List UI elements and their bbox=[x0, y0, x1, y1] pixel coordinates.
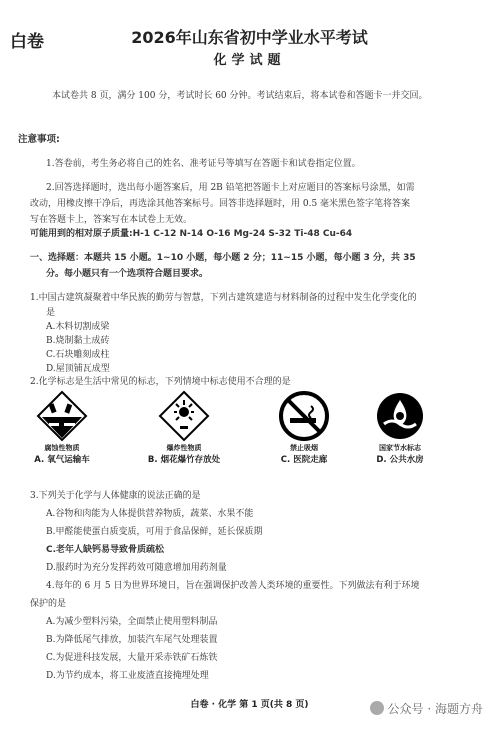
corrosive-icon bbox=[36, 390, 88, 442]
intro-text: 本试卷共 8 页，满分 100 分，考试时长 60 分钟。考试结束后，将本试卷和答题卡一并交回。 bbox=[52, 91, 428, 101]
q1-option-a: A.木料切割成梁 bbox=[46, 322, 110, 332]
q2-option-a bbox=[14, 390, 110, 465]
q2-b-sign-name: 爆炸性物质 bbox=[166, 444, 202, 452]
q1-option-d: D.屋顶铺瓦成型 bbox=[46, 364, 110, 374]
page-footer: 白卷 · 化学 第 1 页(共 8 页) bbox=[190, 700, 309, 710]
q2-option-c bbox=[256, 390, 352, 465]
q2-d-sign-name: 国家节水标志 bbox=[379, 444, 421, 452]
q3-option-d: D.服药时为充分发挥药效可随意增加用药剂量 bbox=[46, 563, 227, 573]
no-smoking-icon bbox=[278, 390, 330, 442]
q3-option-b: B.甲醛能使蛋白质变质，可用于食品保鲜，延长保质期 bbox=[46, 527, 263, 537]
atomic-masses: 可能用到的相对原子质量:H-1 C-12 N-14 O-16 Mg-24 S-32 Ti-48 Cu-64 bbox=[30, 229, 353, 239]
q1-stem-line-1: 1.中国古建筑凝聚着中华民族的勤劳与智慧，下列古建筑建造与材料制备的过程中发生化学变化的 bbox=[30, 293, 417, 303]
q4-stem-line-2: 保护的是 bbox=[30, 599, 67, 609]
section-1-heading-line-2: 分。每小题只有一个选项符合题目要求。 bbox=[46, 269, 209, 279]
notice-item-1: 1.答卷前，考生务必将自己的姓名、准考证号等填写在答题卡和试卷指定位置。 bbox=[46, 159, 361, 169]
exam-title: 2026年山东省初中学业水平考试 bbox=[131, 28, 368, 47]
q4-option-a: A.为减少塑料污染，全面禁止使用塑料制品 bbox=[46, 617, 218, 627]
q4-option-b: B.为降低尾气排放，加装汽车尾气处理装置 bbox=[46, 635, 218, 645]
notice-heading: 注意事项: bbox=[18, 134, 60, 145]
watermark-text: 公众号 · 海题方舟 bbox=[387, 702, 483, 716]
q2-option-d bbox=[352, 390, 448, 465]
q2-b-label: B. 烟花爆竹存放处 bbox=[147, 455, 221, 465]
q3-option-c: C.老年人缺钙易导致骨质疏松 bbox=[46, 545, 165, 555]
wechat-icon bbox=[370, 701, 384, 715]
q1-stem-line-2: 是 bbox=[46, 308, 56, 318]
q2-c-label: C. 医院走廊 bbox=[280, 455, 328, 465]
watermark bbox=[370, 700, 483, 717]
notice-item-2-line-2: 改动，用橡皮擦干净后，再选涂其他答案标号。回答非选择题时，用 0.5 毫米黑色签字笔将答案 bbox=[30, 199, 411, 209]
notice-item-2-line-1: 2.回答选择题时，选出每小题答案后，用 2B 铅笔把答题卡上对应题目的答案标号涂黑，如需 bbox=[46, 183, 415, 193]
q1-option-c: C.石块雕刻成柱 bbox=[46, 350, 110, 360]
exam-subtitle: 化学试题 bbox=[213, 53, 286, 68]
water-saving-icon bbox=[374, 390, 426, 442]
paper-tag: 白卷 bbox=[10, 32, 44, 52]
q2-d-label: D. 公共水房 bbox=[376, 455, 424, 465]
q2-c-sign-name: 禁止吸烟 bbox=[290, 444, 318, 452]
q4-stem-line-1: 4.每年的 6 月 5 日为世界环境日，旨在强调保护改善人类环境的重要性。下列做法有利于环境 bbox=[46, 581, 420, 591]
q2-stem: 2.化学标志是生活中常见的标志，下列情境中标志使用不合理的是 bbox=[30, 377, 291, 387]
explosive-icon bbox=[158, 390, 210, 442]
q3-stem: 3.下列关于化学与人体健康的说法正确的是 bbox=[30, 491, 201, 501]
notice-item-2-line-3: 写在答题卡上，答案写在本试卷上无效。 bbox=[30, 215, 193, 225]
section-1-heading-line-1: 一、选择题：本题共 15 小题。1~10 小题，每小题 2 分；11~15 小题，每小题 3 分，共 35 bbox=[30, 253, 416, 263]
q3-option-a: A.谷物和肉能为人体提供营养物质，蔬菜、水果不能 bbox=[46, 509, 254, 519]
q2-a-label: A. 氧气运输车 bbox=[34, 455, 90, 465]
q4-option-c: C.为促进科技发展，大量开采赤铁矿石炼铁 bbox=[46, 653, 218, 663]
q1-option-b: B.烧制黏土成砖 bbox=[46, 336, 110, 346]
q2-a-sign-name: 腐蚀性物质 bbox=[44, 444, 80, 452]
q4-option-d: D.为节约成本，将工业废渣直接掩埋处理 bbox=[46, 671, 209, 681]
q2-option-b bbox=[136, 390, 232, 465]
